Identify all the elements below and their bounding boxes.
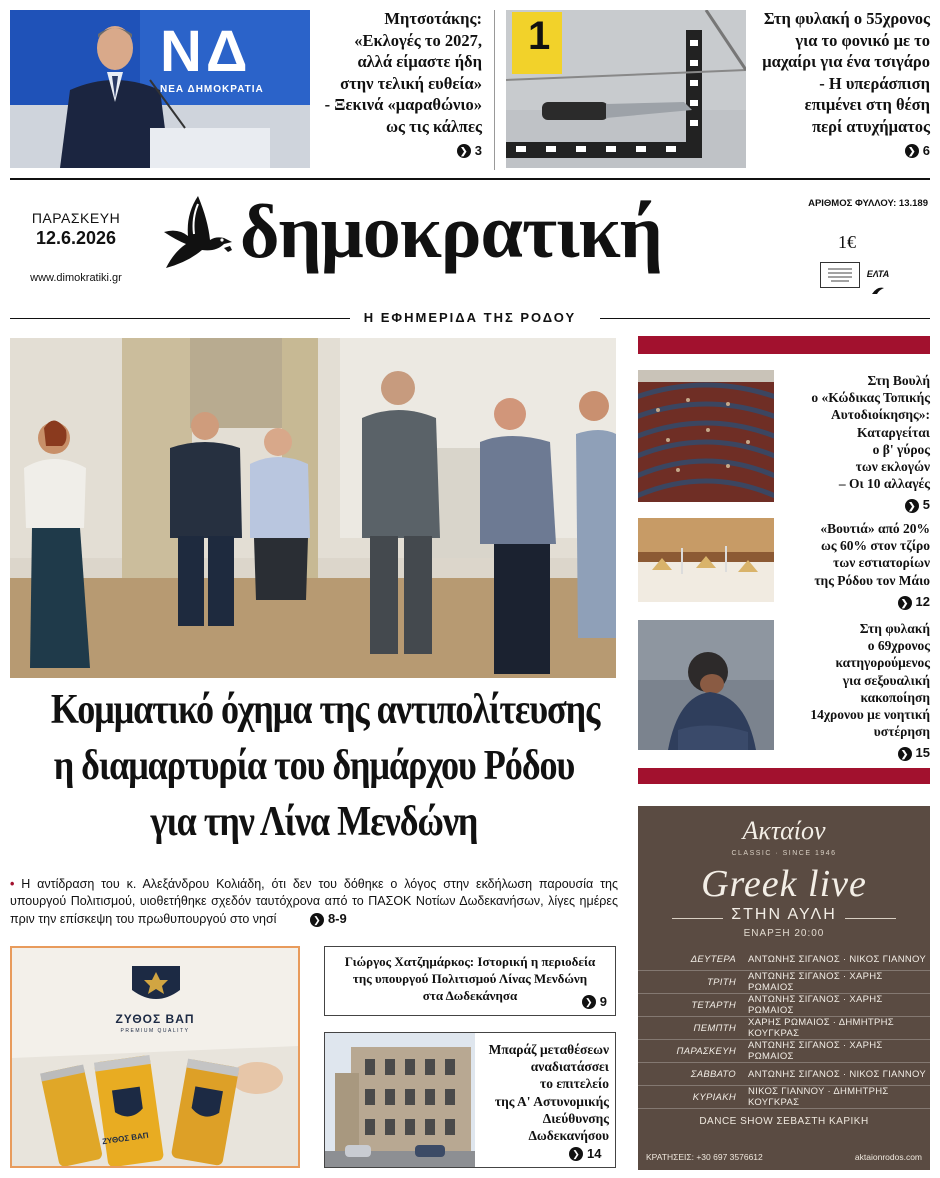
main-headline[interactable] <box>50 682 600 850</box>
side-photo-child[interactable] <box>638 620 774 750</box>
page-arrow-icon: ❯ <box>310 913 324 927</box>
page-arrow-icon: ❯ <box>582 995 596 1009</box>
teaser-line: «Εκλογές το 2027, <box>354 30 482 50</box>
page-number: 8-9 <box>327 911 347 926</box>
reservations-phone[interactable]: ΚΡΑΤΗΣΕΙΣ: +30 697 3576612 <box>646 1152 763 1162</box>
teaser-line: Στη φυλακή ο 55χρονος <box>763 9 930 28</box>
schedule-day: ΔΕΥΤΕΡΑ <box>690 953 736 965</box>
beer-brand-name: ΖΥΘΟΣ ΒΑΠ <box>115 1012 195 1026</box>
newspaper-logo[interactable]: δημοκρατική <box>240 190 662 274</box>
bottom-line: Διεύθυνσης <box>542 1110 609 1126</box>
side-line: υστέρηση <box>873 724 930 740</box>
schedule-day: ΠΑΡΑΣΚΕΥΗ <box>676 1045 736 1057</box>
schedule-day: ΤΕΤΑΡΤΗ <box>691 999 736 1011</box>
beer-cans-illustration <box>12 1038 298 1168</box>
headline-line: Κομματικό όχημα της αντιπολίτευσης <box>50 687 600 733</box>
schedule-names: ΑΝΤΩΝΗΣ ΣΙΓΑΝΟΣ · ΧΑΡΗΣ ΡΩΜΑΙΟΣ <box>748 971 883 993</box>
schedule-names: ΑΝΤΩΝΗΣ ΣΙΓΑΝΟΣ · ΧΑΡΗΣ ΡΩΜΑΙΟΣ <box>748 1040 883 1062</box>
side-line: κατηγορούμενος <box>835 655 930 671</box>
page-arrow-icon: ❯ <box>898 747 912 761</box>
page-number: 6 <box>922 143 930 158</box>
bottom-line: Μπαράζ μεταθέσεων <box>488 1042 609 1057</box>
side-line: – Οι 10 αλλαγές <box>838 476 930 492</box>
side-story-parliament[interactable] <box>776 372 930 514</box>
restaurant-since: CLASSIC · SINCE 1946 <box>731 850 837 857</box>
bottom-line: Γιώργος Χατζημάρκος: Ιστορική η περιοδεία <box>344 954 596 969</box>
masthead-website[interactable]: www.dimokratiki.gr <box>30 272 122 284</box>
side-photo-parliament[interactable] <box>638 370 774 502</box>
price: 1€ <box>838 232 856 252</box>
schedule-day: ΚΥΡΙΑΚΗ <box>692 1091 736 1103</box>
schedule-names: ΑΝΤΩΝΗΣ ΣΙΓΑΝΟΣ · ΝΙΚΟΣ ΓΙΑΝΝΟΥ <box>748 953 927 965</box>
parliament-illustration <box>638 370 774 502</box>
restaurant-table-illustration <box>638 518 774 602</box>
bottom-line: το επιτελείο <box>539 1076 609 1092</box>
teaser-mitsotakis-text[interactable] <box>310 8 482 162</box>
side-line: Καταργείται <box>857 424 930 440</box>
bottom-line: αναδιατάσσει <box>530 1059 609 1075</box>
bottom-line: Δωδεκανήσου <box>528 1128 609 1144</box>
side-line: ως 60% στον τζίρο <box>821 538 930 554</box>
restaurant-website[interactable]: aktaionrodos.com <box>854 1152 922 1162</box>
beer-can-label: ΖΥΘΟΣ ΒΑΠ <box>101 1130 150 1147</box>
teaser-photo-mitsotakis[interactable] <box>10 10 310 168</box>
schedule-row <box>638 1040 930 1063</box>
postal-box <box>820 262 860 288</box>
side-line: Στη φυλακή <box>859 621 930 636</box>
page-arrow-icon: ❯ <box>898 596 912 610</box>
event-venue-text: ΣΤΗΝ ΑΥΛΗ <box>723 906 845 923</box>
page-arrow-icon: ❯ <box>569 1147 583 1161</box>
side-line: κακοποίηση <box>860 689 930 705</box>
schedule-row <box>638 1086 930 1109</box>
beer-brand-crest-icon <box>130 962 182 1008</box>
teaser-line: - Η υπεράσπιση <box>819 73 930 93</box>
beer-ad[interactable] <box>10 946 300 1168</box>
masthead-date: 12.6.2026 <box>35 228 117 248</box>
event-title: Greek live <box>701 863 867 905</box>
bottom-line: στα Δωδεκάνησα <box>422 988 518 1003</box>
side-line: «Βουτιά» από 20% <box>820 521 930 536</box>
page-number: 5 <box>922 497 930 513</box>
side-line: Αυτοδιοίκησης»: <box>831 407 930 423</box>
issue-number: ΑΡΙΘΜΟΣ ΦΥΛΛΟΥ: 13.189 <box>808 198 928 209</box>
dove-logo-icon <box>158 192 238 274</box>
side-line: των εκλογών <box>855 459 930 475</box>
main-summary-text: Η αντίδραση του κ. Αλεξάνδρου Κολιάδη, ότι δεν του δόθηκε ο λόγος στην εκδήλωση παρουσία της υπουργού Πολιτισμού, υιοθετήθηκε σχεδόν ταυτόχρονα από το ΠΑΣΟΚ Νοτίων Δωδεκανήσων, λίγες ημέρες πριν την επίσκεψη του πρωθυπουργού στο νησί <box>10 877 618 926</box>
masthead-day: ΠΑΡΑΣΚΕΥΗ <box>31 210 121 226</box>
schedule-list <box>638 948 930 1109</box>
headline-line: η διαμαρτυρία του δημάρχου Ρόδου <box>53 743 575 789</box>
masthead-top-rule <box>10 178 930 180</box>
column-divider <box>494 10 495 170</box>
police-story-text <box>475 1041 609 1144</box>
elta-label <box>858 264 898 300</box>
schedule-names: ΧΑΡΗΣ ΡΩΜΑΙΟΣ · ΔΗΜΗΤΡΗΣ ΚΟΥΓΚΡΑΣ <box>748 1017 894 1039</box>
tagline-rule-left <box>10 318 350 319</box>
schedule-row <box>638 1063 930 1086</box>
ministers-visit-illustration <box>10 338 616 678</box>
photo-sign-sub: ΝΕΑ ΔΗΜΟΚΡΑΤΙΑ <box>160 84 264 95</box>
side-line: 14χρονου με νοητική <box>810 707 930 723</box>
page-arrow-icon: ❯ <box>457 144 471 158</box>
restaurant-ad[interactable] <box>638 806 930 1170</box>
side-top-redbar <box>638 336 930 354</box>
headline-line: για την Λίνα Μενδώνη <box>150 799 478 845</box>
elta-bird-icon <box>871 286 885 296</box>
schedule-row <box>638 948 930 971</box>
side-line: της Ρόδου τον Μάιο <box>814 572 930 588</box>
side-bottom-redbar <box>638 768 930 784</box>
page-number: 12 <box>915 593 930 609</box>
schedule-row <box>638 1017 930 1040</box>
side-line: ο 69χρονος <box>867 638 930 654</box>
teaser-line: για το φονικό με το <box>795 30 930 50</box>
schedule-day: ΠΕΜΠΤΗ <box>693 1022 736 1034</box>
teaser-line: επιμένει στη θέση <box>804 95 930 114</box>
teaser-line: στην τελική ευθεία» <box>340 73 482 93</box>
schedule-day: ΣΑΒΒΑΤΟ <box>690 1068 736 1080</box>
main-summary <box>10 876 618 928</box>
teaser-knife-text[interactable] <box>746 8 930 162</box>
side-line: των εστιατορίων <box>833 555 930 571</box>
side-line: για σεξουαλική <box>842 672 930 688</box>
teaser-line: μαχαίρι για ένα τσιγάρο <box>762 52 930 71</box>
side-story-restaurants[interactable] <box>776 520 930 610</box>
schedule-day: ΤΡΙΤΗ <box>707 976 736 988</box>
schedule-row <box>638 971 930 994</box>
schedule-names: ΑΝΤΩΝΗΣ ΣΙΓΑΝΟΣ · ΧΑΡΗΣ ΡΩΜΑΙΟΣ <box>748 994 883 1016</box>
side-line: ο β' γύρος <box>872 441 930 457</box>
side-line: Στη Βουλή <box>867 373 930 388</box>
dance-show: DANCE SHOW ΣΕΒΑΣΤΗ ΚΑΡΙΚΗ <box>699 1116 869 1127</box>
teaser-line: Μητσοτάκης: <box>384 9 482 28</box>
postal-stamp-icon <box>825 265 855 283</box>
bottom-story-police[interactable] <box>324 1032 616 1168</box>
page-number: 15 <box>915 745 930 761</box>
teaser-line: αλλά είμαστε ήδη <box>357 52 482 71</box>
teaser-line: περί ατυχήματος <box>812 116 930 136</box>
bullet-icon: • <box>10 877 15 891</box>
event-venue <box>638 906 930 924</box>
page-arrow-icon: ❯ <box>905 144 919 158</box>
beer-brand-sub: PREMIUM QUALITY <box>120 1028 190 1034</box>
bottom-line: της Α' Αστυνομικής <box>494 1093 609 1109</box>
evidence-marker: 1 <box>528 14 551 58</box>
tagline-rule-right <box>600 318 930 319</box>
bottom-story-hatzimarkos[interactable] <box>324 946 616 1016</box>
page-number: 3 <box>474 143 482 158</box>
schedule-names: ΑΝΤΩΝΗΣ ΣΙΓΑΝΟΣ · ΝΙΚΟΣ ΓΙΑΝΝΟΥ <box>748 1068 927 1080</box>
side-story-abuse[interactable] <box>776 620 930 762</box>
bottom-line: της υπουργού Πολιτισμού Λίνας Μενδώνη <box>352 971 588 986</box>
page-number: 14 <box>587 1146 602 1161</box>
photo-sign-letters: ΝΔ <box>160 19 252 84</box>
teaser-line: ως τις κάλπες <box>385 116 482 136</box>
police-building-illustration <box>325 1033 475 1167</box>
schedule-names: ΝΙΚΟΣ ΓΙΑΝΝΟΥ · ΔΗΜΗΤΡΗΣ ΚΟΥΓΚΡΑΣ <box>748 1086 889 1108</box>
teaser-line: - Ξεκινά «μαραθώνιο» <box>324 95 482 114</box>
side-line: ο «Κώδικας Τοπικής <box>811 390 930 406</box>
teaser-photo-knife[interactable] <box>506 10 746 168</box>
schedule-row <box>638 994 930 1017</box>
child-silhouette-illustration <box>638 620 774 750</box>
event-start: ΕΝΑΡΞΗ 20:00 <box>743 928 825 939</box>
side-photo-restaurant[interactable] <box>638 518 774 602</box>
elta-text: ΕΛΤΑ <box>866 269 890 279</box>
page-number: 9 <box>599 994 607 1009</box>
main-story-photo[interactable] <box>10 338 616 678</box>
page-arrow-icon: ❯ <box>905 499 919 513</box>
tagline: Η ΕΦΗΜΕΡΙΔΑ ΤΗΣ ΡΟΔΟΥ <box>363 310 577 325</box>
restaurant-name: Ακταίον <box>742 816 826 845</box>
